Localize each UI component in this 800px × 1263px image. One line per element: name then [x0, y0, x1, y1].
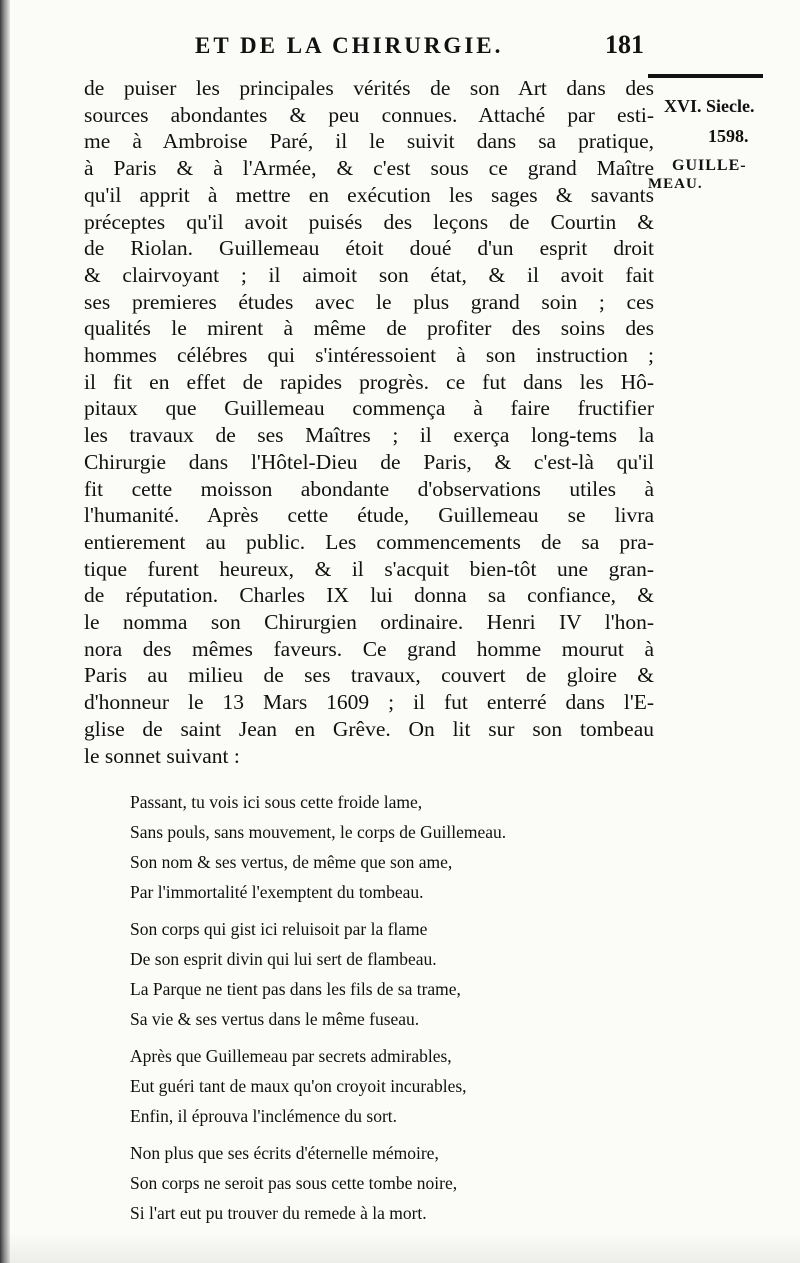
sonnet-line: Son corps qui gist ici reluisoit par la flame: [130, 919, 428, 939]
body-line: hommes célébres qui s'intéressoient à son instruction ;: [84, 343, 654, 368]
sonnet-line: Enfin, il éprouva l'inclémence du sort.: [130, 1106, 398, 1126]
body-line: ses premieres études avec le plus grand soin ; ces: [84, 289, 654, 314]
sonnet-line: De son esprit divin qui lui sert de flambeau.: [130, 949, 437, 969]
body-line: le sonnet suivant :: [84, 743, 240, 768]
margin-note-year: 1598.: [708, 126, 749, 146]
page-shadow: [0, 1233, 800, 1263]
margin-notes: [648, 91, 788, 199]
body-line: d'honneur le 13 Mars 1609 ; il fut enterré dans l'E-: [84, 690, 654, 715]
body-line: qualités le mirent à même de profiter des soins des: [84, 316, 654, 341]
body-line: les travaux de ses Maîtres ; il exerça long-tems la: [84, 423, 654, 448]
sonnet-stanza: [130, 787, 610, 907]
sonnet-line: Si l'art eut pu trouver du remede à la mort.: [130, 1203, 427, 1223]
sonnet-stanza: [130, 914, 610, 1034]
body-line: Paris au milieu de ses travaux, couvert de gloire &: [84, 663, 654, 688]
body-line: de puiser les principales vérités de son Art dans des: [84, 76, 654, 100]
sonnet-line: Après que Guillemeau par secrets admirables,: [130, 1046, 452, 1066]
body-line: qu'il apprit à mettre en exécution les sages & savants: [84, 182, 654, 207]
body-paragraph: [84, 75, 654, 769]
body-line: fit cette moisson abondante d'observations utiles à: [84, 476, 654, 501]
body-line: le nomma son Chirurgien ordinaire. Henri IV l'hon-: [84, 610, 654, 635]
sonnet-line: Sans pouls, sans mouvement, le corps de Guillemeau.: [130, 822, 507, 842]
body-line: l'humanité. Après cette étude, Guillemeau se livra: [84, 503, 654, 528]
margin-note-century: XVI. Siecle.: [664, 96, 755, 116]
sonnet-line: Son nom & ses vertus, de même que son ame,: [130, 852, 453, 872]
sonnet-line: Non plus que ses écrits d'éternelle mémoire,: [130, 1143, 439, 1163]
body-line: préceptes qu'il avoit puisés des leçons de Courtin &: [84, 209, 654, 234]
sonnet-line: Eut guéri tant de maux qu'on croyoit incurables,: [130, 1076, 467, 1096]
margin-note-name: GUILLE-: [672, 157, 747, 174]
body-line: entierement au public. Les commencements de sa pra-: [84, 529, 654, 554]
sonnet-line: Passant, tu vois ici sous cette froide lame,: [130, 792, 423, 812]
sonnet-line: Par l'immortalité l'exemptent du tombeau.: [130, 882, 424, 902]
body-line: sources abondantes & peu connues. Attaché par esti-: [84, 102, 654, 127]
page-number: 181: [605, 30, 644, 59]
body-line: glise de saint Jean en Grêve. On lit sur son tombeau: [84, 716, 654, 741]
body-line: de réputation. Charles IX lui donna sa confiance, &: [84, 583, 654, 608]
sonnet-line: La Parque ne tient pas dans les fils de sa trame,: [130, 979, 461, 999]
body-line: & clairvoyant ; il aimoit son état, & il avoit fait: [84, 262, 654, 287]
sonnet-stanza: [130, 1041, 610, 1131]
body-line: me à Ambroise Paré, il le suivit dans sa pratique,: [84, 129, 654, 154]
body-line: de Riolan. Guillemeau étoit doué d'un esprit droit: [84, 236, 654, 261]
sonnet-line: Sa vie & ses vertus dans le même fuseau.: [130, 1009, 420, 1029]
body-line: nora des mêmes faveurs. Ce grand homme mourut à: [84, 636, 654, 661]
body-line: Chirurgie dans l'Hôtel-Dieu de Paris, & c'est-là qu'il: [84, 449, 654, 474]
body-line: à Paris & à l'Armée, & c'est sous ce grand Maître: [84, 156, 654, 181]
margin-rule: [648, 74, 763, 78]
body-line: tique furent heureux, & il s'acquit bien-tôt une gran-: [84, 556, 654, 581]
page-binding-edge: [0, 0, 10, 1263]
running-title: ET DE LA CHIRURGIE.: [195, 33, 504, 58]
body-line: il fit en effet de rapides progrès. ce fut dans les Hô-: [84, 369, 654, 394]
body-line: pitaux que Guillemeau commença à faire fructifier: [84, 396, 654, 421]
sonnet: [130, 787, 610, 1235]
margin-note-name-continued: MEAU.: [648, 176, 703, 192]
sonnet-stanza: [130, 1138, 610, 1228]
sonnet-line: Son corps ne seroit pas sous cette tombe noire,: [130, 1173, 458, 1193]
